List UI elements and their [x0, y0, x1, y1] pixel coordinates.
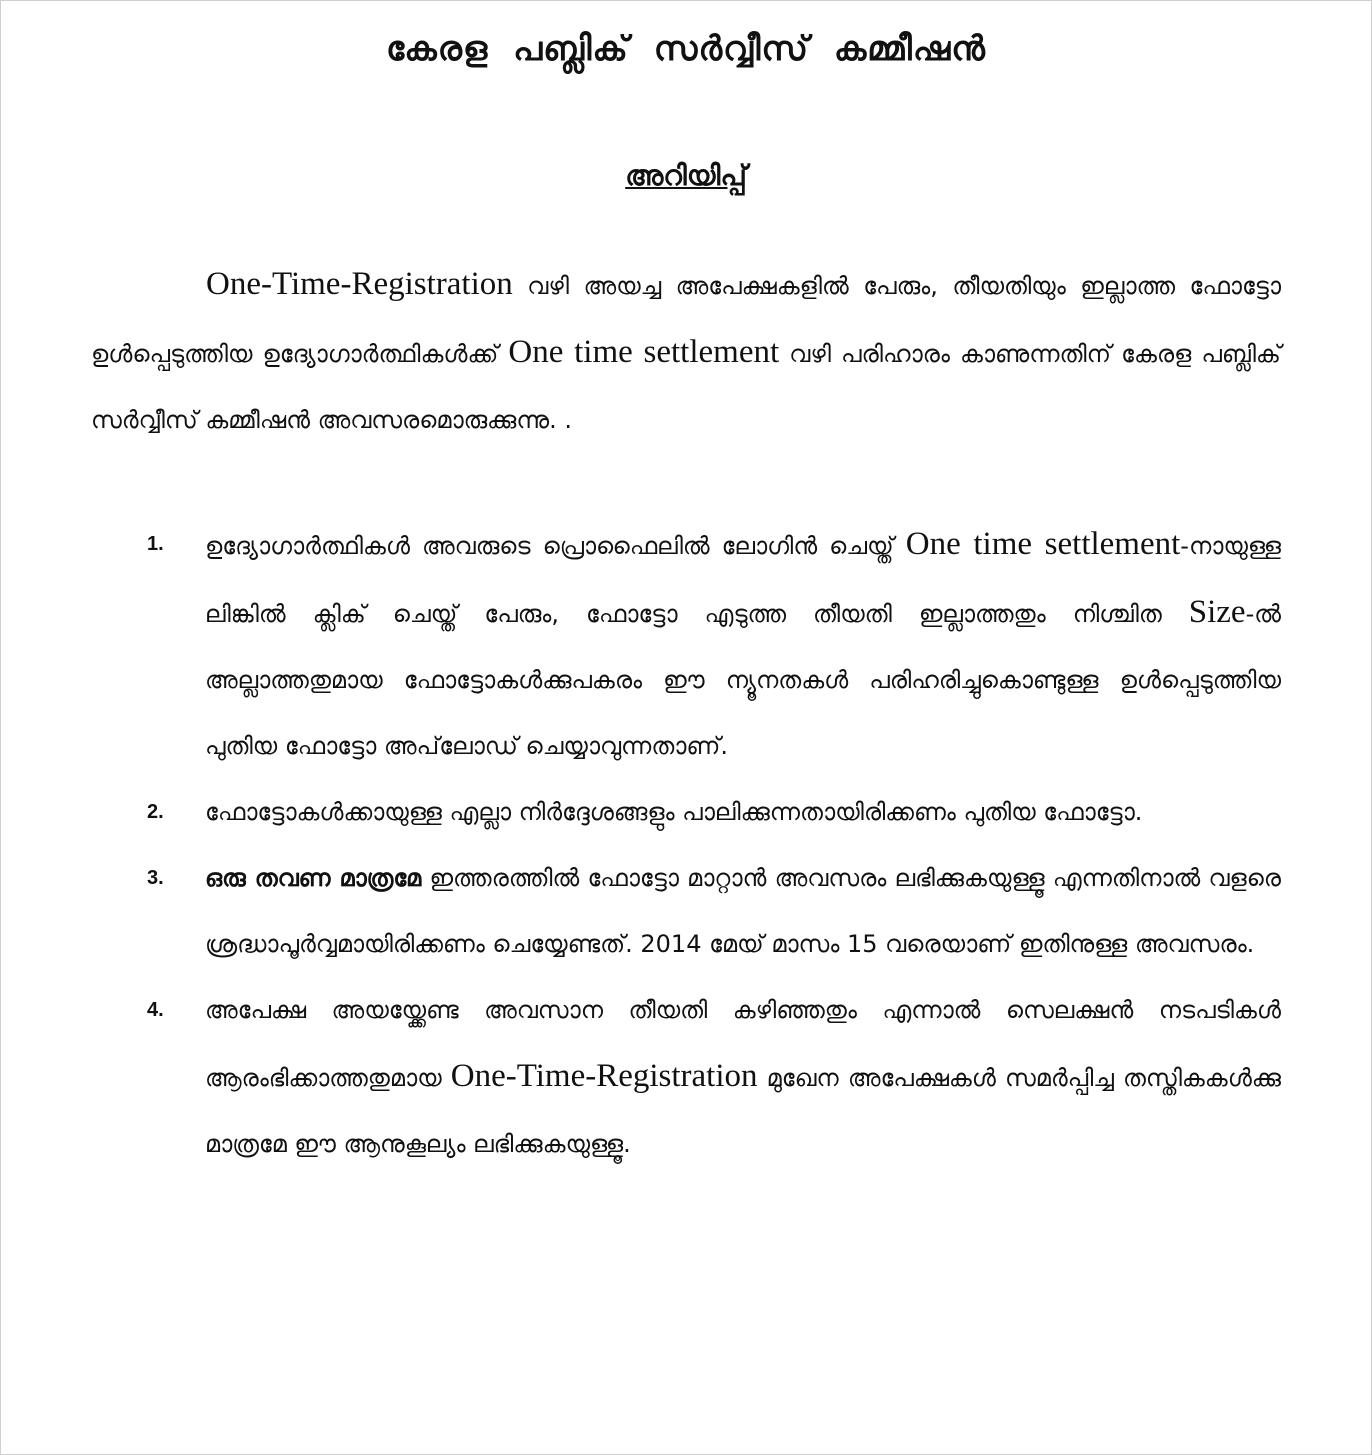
list-item-number: 2.: [147, 801, 164, 823]
item-3-bold: ഒരു തവണ മാത്രമേ: [205, 864, 422, 892]
list-item-1: [91, 511, 1281, 779]
intro-latin-2: One time settlement: [508, 334, 780, 370]
list-item-number: 4.: [147, 999, 164, 1021]
item-1-text-c: -ൽ അല്ലാത്തതുമായ ഫോട്ടോകൾക്കുപകരം ഈ ന്യൂനതകൾ പരിഹരിച്ചുകൊണ്ടുള്ള ഉൾപ്പെടുത്തിയ പുതിയ ഫോട്ടോ അപ്‌ലോഡ് ചെയ്യാവുന്നതാണ്.: [205, 600, 1281, 760]
item-1-latin-a: One time settlement: [905, 526, 1181, 562]
item-3-text: ഇത്തരത്തിൽ ഫോട്ടോ മാറ്റാൻ അവസരം ലഭിക്കുകയുള്ളൂ എന്നതിനാൽ വളരെ ശ്രദ്ധാപൂർവ്വമായിരിക്കണം ചെയ്യേണ്ടത്. 2014 മേയ് മാസം 15 വരെയാണ് ഇതിനുള്ള അവസരം.: [205, 864, 1281, 958]
list-item-4: [91, 977, 1281, 1177]
instruction-list: [91, 511, 1281, 1177]
document-title: കേരള പബ്ലിക് സർവ്വീസ് കമ്മീഷൻ: [386, 29, 986, 69]
item-4-text-a: അപേക്ഷ അയയ്ക്കേണ്ട അവസാന തീയതി കഴിഞ്ഞതും എന്നാൽ സെലക്ഷൻ നടപടികൾ ആരംഭിക്കാത്തതുമായ: [205, 996, 1281, 1092]
intro-text-1: വഴി അയച്ച അപേക്ഷകളിൽ പേരും, തീയതിയും ഇല്ലാത്ത ഫോട്ടോ ഉൾപ്പെടുത്തിയ ഉദ്യോഗാർത്ഥികൾക്ക്: [91, 272, 1281, 368]
list-item-number: 3.: [147, 867, 164, 889]
intro-latin-1: One-Time-Registration: [206, 266, 513, 302]
notice-heading: അറിയിപ്പ്: [625, 159, 747, 192]
list-item-number: 1.: [147, 533, 164, 555]
item-1-text-b: -നായുള്ള ലിങ്കിൽ ക്ലിക് ചെയ്ത് പേരും, ഫോട്ടോ എടുത്ത തീയതി ഇല്ലാത്തതും നിശ്ചിത: [205, 532, 1281, 628]
item-1-latin-b: Size: [1188, 594, 1246, 630]
item-4-latin-a: One-Time-Registration: [450, 1058, 758, 1094]
item-1-text-a: ഉദ്യോഗാർത്ഥികൾ അവരുടെ പ്രൊഫൈലിൽ ലോഗിൻ ചെയ്ത്: [205, 532, 906, 560]
intro-text-2: വഴി പരിഹാരം കാണുന്നതിന് കേരള പബ്ലിക് സർവ്വീസ് കമ്മീഷൻ അവസരമൊരുക്കുന്നു. .: [91, 340, 1281, 434]
item-4-text-b: മുഖേന അപേക്ഷകൾ സമർപ്പിച്ച തസ്തികകൾക്കു മാത്രമേ ഈ ആനുകൂല്യം ലഭിക്കുകയുള്ളൂ.: [205, 1064, 1282, 1158]
intro-paragraph: [91, 251, 1281, 453]
list-item-3: [91, 845, 1281, 977]
list-item-2: [91, 779, 1281, 845]
item-2-text: ഫോട്ടോകൾക്കായുള്ള എല്ലാ നിർദ്ദേശങ്ങളും പാലിക്കുന്നതായിരിക്കണം പുതിയ ഫോട്ടോ.: [205, 798, 1143, 826]
